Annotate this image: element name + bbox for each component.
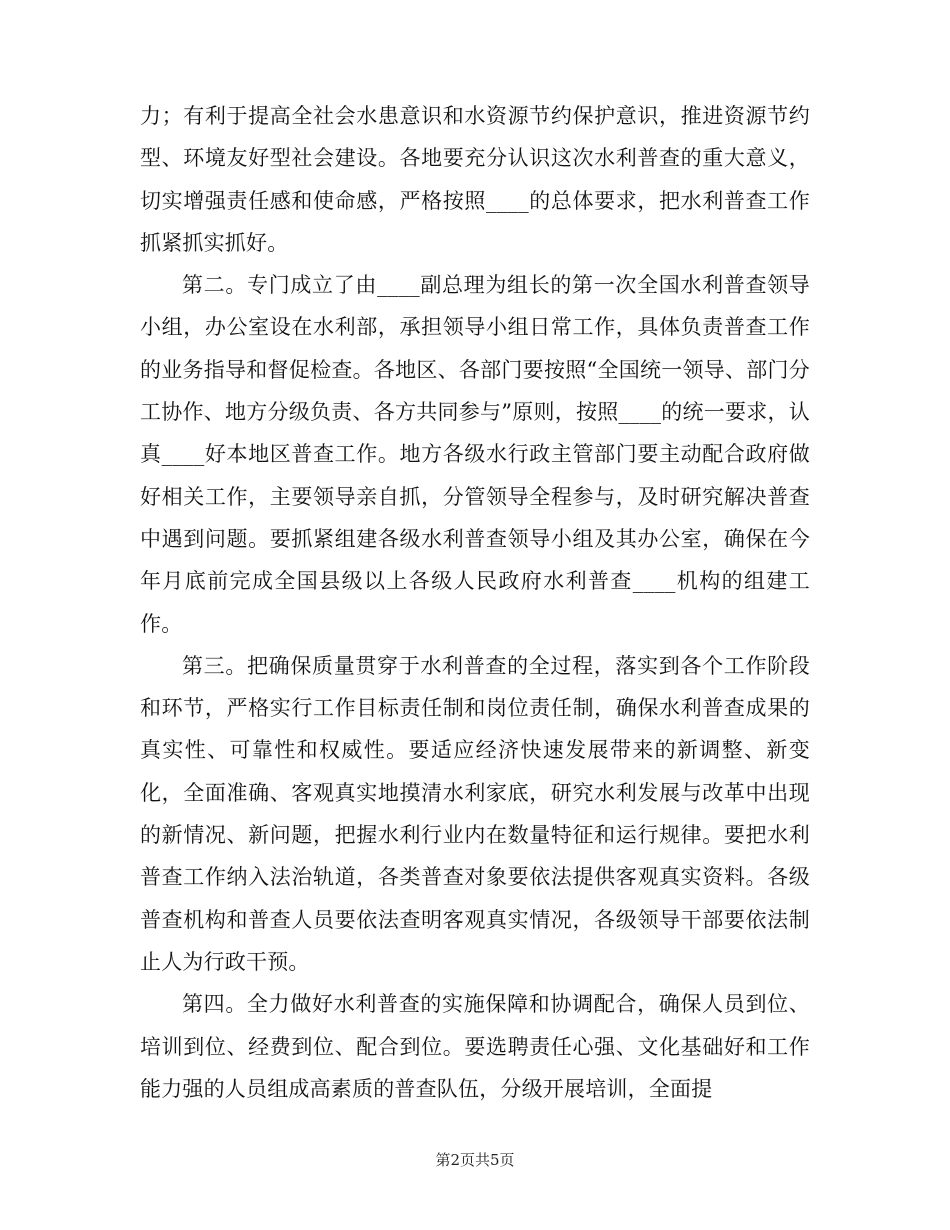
paragraph-fourth: 第四。全力做好水利普查的实施保障和协调配合，确保人员到位、培训到位、经费到位、配合到位。要选聘责任心强、文化基础好和工作能力强的人员组成高素质的普查队伍，分级开展培训，全面提 <box>140 992 810 1101</box>
paragraph-continuation: 力；有利于提高全社会水患意识和水资源节约保护意识，推进资源节约型、环境友好型社会建设。各地要充分认识这次水利普查的重大意义，切实增强责任感和使命感，严格按照____的总体要求，把水利普查工作抓紧抓实抓好。 <box>140 104 810 255</box>
document-body <box>140 95 810 1110</box>
page-number-footer: 第2页共5页 <box>435 1151 515 1169</box>
paragraph-third: 第三。把确保质量贯穿于水利普查的全过程，落实到各个工作阶段和环节，严格实行工作目标责任制和岗位责任制，确保水利普查成果的真实性、可靠性和权威性。要适应经济快速发展带来的新调整、新变化，全面准确、客观真实地摸清水利家底，研究水利发展与改革中出现的新情况、新问题，把握水利行业内在数量特征和运行规律。要把水利普查工作纳入法治轨道，各类普查对象要依法提供客观真实资料。各级普查机构和普查人员要依法查明客观真实情况，各级领导干部要依法制止人为行政干预。 <box>140 653 810 974</box>
paragraph-second: 第二。专门成立了由____副总理为组长的第一次全国水利普查领导小组，办公室设在水利部，承担领导小组日常工作，具体负责普查工作的业务指导和督促检查。各地区、各部门要按照“全国统一领导、部门分工协作、地方分级负责、各方共同参与”原则，按照____的统一要求，认真____好本地区普查工作。地方各级水行政主管部门要主动配合政府做好相关工作，主要领导亲自抓，分管领导全程参与，及时研究解决普查中遇到问题。要抓紧组建各级水利普查领导小组及其办公室，确保在今年月底前完成全国县级以上各级人民政府水利普查____机构的组建工作。 <box>140 273 810 636</box>
